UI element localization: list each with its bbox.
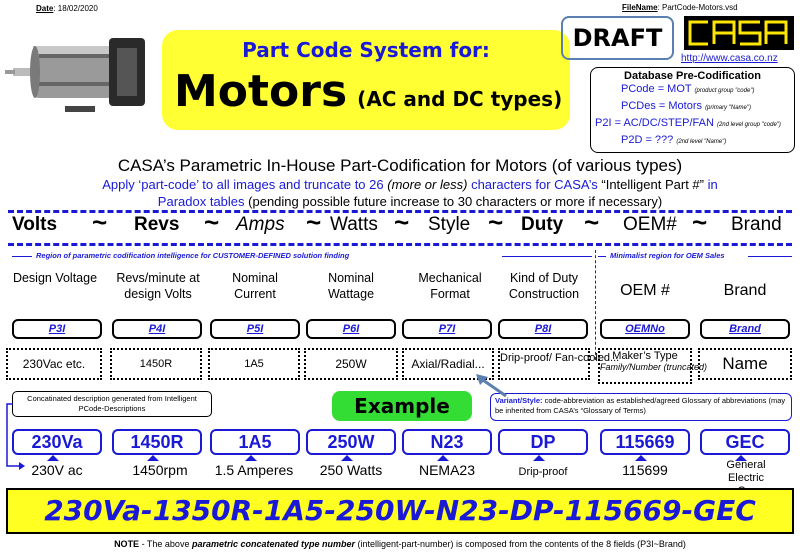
db-row-pcdes: PCDes = Motors (primary "Name") (621, 100, 751, 112)
database-title: Database Pre-Codification (624, 70, 761, 82)
region-left-line-b (502, 256, 592, 257)
meaning-oem: 115699 (622, 462, 668, 478)
tilde-separator: ~ (92, 207, 108, 237)
region-left-line-a (12, 256, 32, 257)
example-box-style: Axial/Radial... (402, 348, 494, 380)
code-tag-p5i: P5I (210, 319, 300, 339)
region-right-line-a (598, 256, 606, 257)
example-value-watts: 250W (306, 429, 396, 455)
tilde-separator: ~ (584, 207, 600, 237)
title-banner (162, 30, 570, 130)
example-value-style: N23 (402, 429, 492, 455)
title-line-1: Part Code System for: (242, 38, 490, 62)
db-row-p2i: P2I = AC/DC/STEP/FAN (2nd level group "code") (595, 117, 781, 129)
db-row-p2d: P2D = ??? (2nd level "Name") (621, 134, 727, 146)
field-desc-oem: OEM # (620, 282, 670, 299)
example-value-volts: 230Va (12, 429, 102, 455)
meaning-revs: 1450rpm (132, 462, 188, 478)
title-line-2: Motors (AC and DC types) (174, 66, 563, 117)
tilde-separator: ~ (394, 207, 410, 237)
example-box-watts: 250W (304, 348, 398, 380)
field-desc-watts: Nominal Wattage (327, 271, 375, 301)
example-label: Example (332, 391, 472, 421)
field-header-duty: Duty (521, 214, 564, 235)
final-part-code: 230Va-1350R-1A5-250W-N23-DP-115669-GEC (6, 488, 794, 534)
draft-badge: DRAFT (561, 16, 674, 60)
meaning-amps: 1.5 Amperes (214, 462, 294, 478)
meaning-style: NEMA23 (418, 462, 476, 478)
meaning-volts: 230V ac (31, 462, 83, 478)
meaning-watts: 250 Watts (319, 462, 383, 478)
field-header-amps: Amps (236, 214, 285, 235)
concat-description-note: Concatinated description generated from Intelligent PCode-Descriptions (12, 391, 212, 417)
example-box-brand: Name (698, 348, 792, 380)
date-stamp: Date: 18/02/2020 (36, 4, 98, 13)
field-desc-brand: Brand (723, 282, 767, 299)
example-value-oem: 115669 (600, 429, 690, 455)
field-desc-duty: Kind of Duty Construction (508, 271, 580, 301)
code-tag-brand: Brand (700, 319, 790, 339)
example-value-amps: 1A5 (210, 429, 300, 455)
example-box-duty: Drip-proof/ Fan-cooled... (498, 348, 590, 380)
footer-note: NOTE - The above parametric concatenated type number (intelligent-part-number) is composed from the contents of the 8 fields (P3I~Brand) (114, 539, 686, 549)
field-header-volts: Volts (12, 214, 58, 235)
meaning-brand: General Electric (726, 459, 766, 484)
region-right-line-b (748, 256, 792, 257)
code-tag-oemno: OEMNo (600, 319, 690, 339)
database-precodification-box (590, 67, 795, 153)
tilde-separator: ~ (692, 207, 708, 237)
region-customer-label: Region of parametric codification intelligence for CUSTOMER-DEFINED solution finding (36, 251, 350, 260)
db-row-pcode: PCode = MOT (product group "code") (621, 83, 755, 95)
region-divider (595, 250, 596, 360)
example-value-revs: 1450R (112, 429, 202, 455)
example-box-oem: Maker’s Type Family/Number (truncated) (598, 348, 692, 384)
motor-image (5, 24, 155, 124)
field-header-style: Style (428, 214, 471, 235)
tilde-separator: ~ (306, 207, 322, 237)
field-desc-volts: Design Voltage (12, 271, 98, 285)
region-oem-label: Minimalist region for OEM Sales (610, 251, 725, 260)
field-desc-revs: Revs/minute at design Volts (116, 271, 200, 301)
code-tag-p6i: P6I (306, 319, 396, 339)
example-value-duty: DP (498, 429, 588, 455)
subtitle-main: CASA’s Parametric In-House Part-Codification for Motors (of various types) (117, 156, 683, 175)
casa-logo (684, 16, 794, 50)
field-header-watts: Watts (330, 214, 378, 235)
code-tag-p3i: P3I (12, 319, 102, 339)
code-tag-p4i: P4I (112, 319, 202, 339)
field-desc-amps: Nominal Current (232, 271, 278, 301)
field-desc-style: Mechanical Format (418, 271, 482, 301)
tilde-separator: ~ (204, 207, 220, 237)
meaning-duty: Drip-proof (518, 466, 568, 478)
variant-style-note: Variant/Style: code-abbreviation as established/agreed Glossary of abbreviations (may be inherited from CASA’s “Glossary of Terms) (490, 393, 792, 421)
separator-bottom (8, 243, 792, 246)
example-box-volts: 230Vac etc. (6, 348, 102, 380)
code-tag-p7i: P7I (402, 319, 492, 339)
subtitle-instructions: Apply ‘part-code’ to all images and truncate to 26 (more or less) characters for CASA’s “Intelligent Part #” in Paradox tables (pending possible future increase to 30 characters or more if necessary) (102, 177, 718, 209)
field-header-revs: Revs (134, 214, 180, 235)
example-value-brand: GEC (700, 429, 790, 455)
field-header-brand: Brand (731, 214, 782, 235)
field-header-oem: OEM# (623, 214, 677, 235)
filename-stamp: FileName: PartCode-Motors.vsd (622, 3, 738, 12)
example-box-amps: 1A5 (208, 348, 300, 380)
code-tag-p8i: P8I (498, 319, 588, 339)
tilde-separator: ~ (488, 207, 504, 237)
variant-arrow-icon (472, 374, 508, 398)
example-box-revs: 1450R (110, 348, 202, 380)
website-link[interactable]: http://www.casa.co.nz (681, 53, 778, 64)
